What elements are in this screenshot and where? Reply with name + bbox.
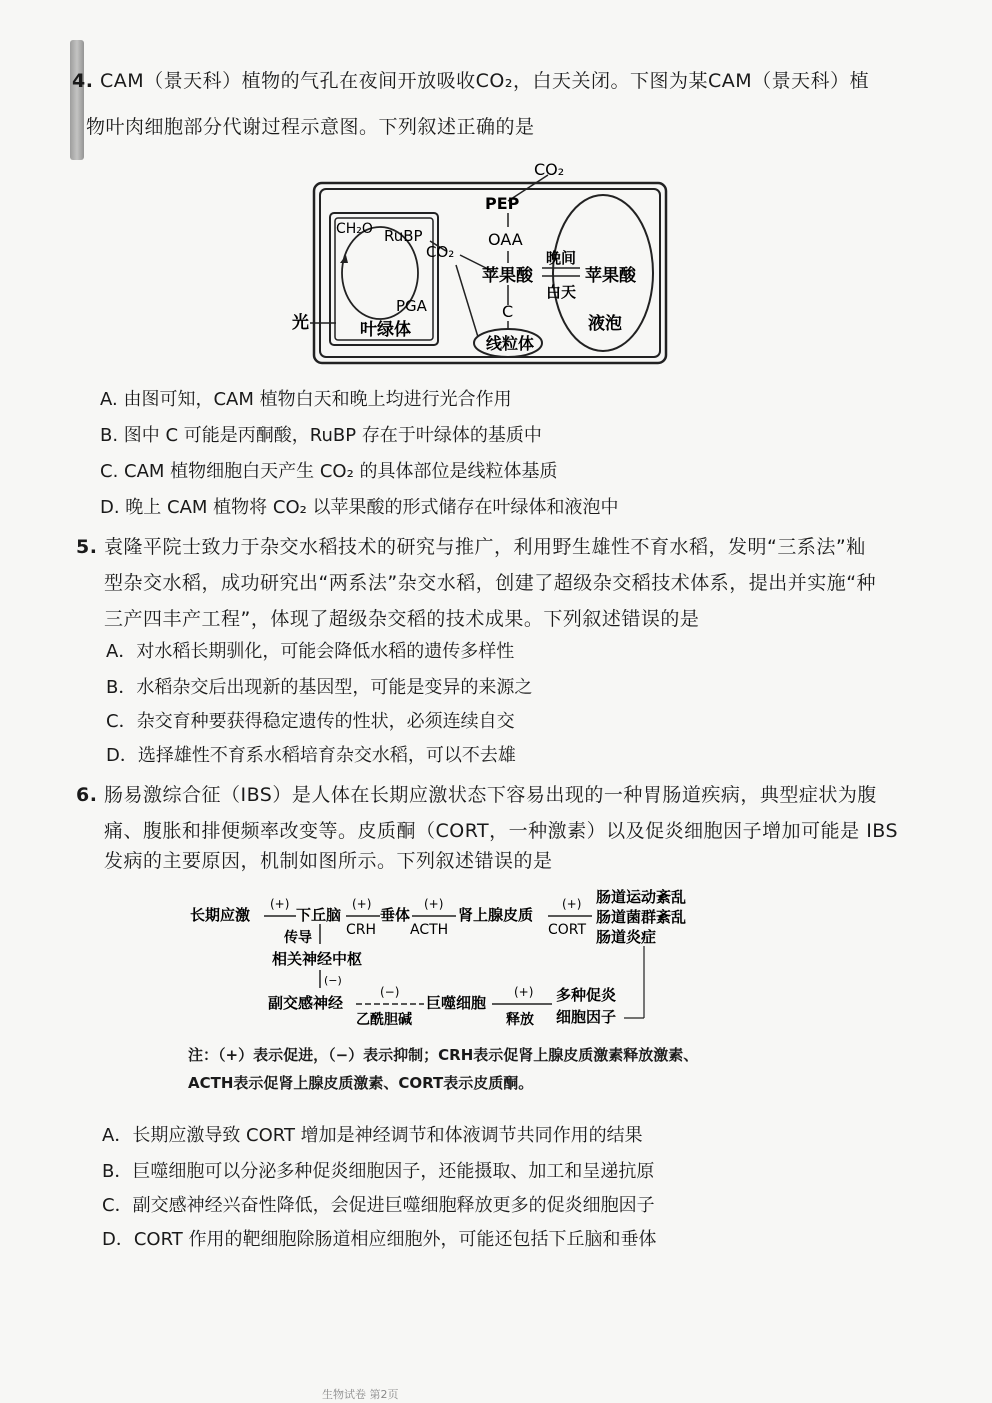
label-rubp: RuBP <box>384 227 423 245</box>
q4-option-c[interactable]: C. CAM 植物细胞白天产生 CO₂ 的具体部位是线粒体基质 <box>100 461 558 482</box>
sign-6: (−) <box>380 985 400 999</box>
q4-stem-text1: CAM（景天科）植物的气孔在夜间开放吸收CO₂，白天关闭。下图为某CAM（景天科）植 <box>100 70 870 92</box>
label-malate-left: 苹果酸 <box>482 266 533 286</box>
effect-motility: 肠道运动紊乱 <box>596 888 687 906</box>
label-oaa: OAA <box>488 230 523 249</box>
label-light: 光 <box>292 313 309 333</box>
q6-note-line2: ACTH表示促肾上腺皮质激素、CORT表示皮质酮。 <box>188 1074 534 1092</box>
label-mitochondrion: 线粒体 <box>486 334 535 353</box>
label-cort: CORT <box>548 922 587 938</box>
node-cytokines-1: 多种促炎 <box>556 986 617 1004</box>
label-c: C <box>502 302 514 321</box>
node-pituitary: 垂体 <box>380 906 411 924</box>
q4-stem-line2: 物叶肉细胞部分代谢过程示意图。下列叙述正确的是 <box>86 116 535 138</box>
cam-diagram <box>280 155 680 375</box>
label-day: 白天 <box>546 283 577 301</box>
q5-option-d[interactable]: D．选择雄性不育系水稻培育杂交水稻，可以不去雄 <box>106 745 516 766</box>
page-footer: 生物试卷 第2页 <box>322 1388 399 1401</box>
label-ach: 乙酰胆碱 <box>356 1012 412 1028</box>
label-chloroplast: 叶绿体 <box>360 320 411 340</box>
node-adrenal: 肾上腺皮质 <box>458 906 534 924</box>
node-parasym: 副交感神经 <box>268 994 344 1012</box>
sign-7: (+) <box>514 985 534 999</box>
binding-mark <box>70 40 84 160</box>
q5-stem-line3: 三产四丰产工程”，体现了超级杂交稻的技术成果。下列叙述错误的是 <box>104 608 700 630</box>
q6-stem-line1 <box>76 780 877 810</box>
q4-option-b[interactable]: B. 图中 C 可能是丙酮酸，RuBP 存在于叶绿体的基质中 <box>100 425 542 446</box>
label-pep: PEP <box>485 194 520 213</box>
label-ch2o: CH₂O <box>336 221 373 237</box>
q5-stem-line1 <box>76 532 866 562</box>
node-hypothalamus: 下丘脑 <box>296 906 342 924</box>
node-center: 相关神经中枢 <box>272 950 363 968</box>
label-pga: PGA <box>396 297 427 315</box>
sign-3: (+) <box>424 897 444 911</box>
sign-2: (+) <box>352 897 372 911</box>
q6-note-line1: 注：（+）表示促进，（−）表示抑制；CRH表示促肾上腺皮质激素释放激素、 <box>188 1046 699 1064</box>
label-transmit: 传导 <box>284 930 312 946</box>
label-vacuole: 液泡 <box>588 314 622 334</box>
label-release: 释放 <box>506 1012 534 1028</box>
sign-5: (−) <box>324 974 342 987</box>
q6-option-a[interactable]: A．长期应激导致 CORT 增加是神经调节和体液调节共同作用的结果 <box>102 1125 643 1146</box>
q6-number: 6. <box>76 784 98 806</box>
q5-option-c[interactable]: C．杂交育种要获得稳定遗传的性状，必须连续自交 <box>106 711 515 732</box>
q6-stem-line2: 痛、腹胀和排便频率改变等。皮质酮（CORT，一种激素）以及促炎细胞因子增加可能是 IBS <box>104 820 899 842</box>
label-malate-right: 苹果酸 <box>585 266 636 286</box>
q5-stem-line2: 型杂交水稻，成功研究出“两系法”杂交水稻，创建了超级杂交稻技术体系，提出并实施“种 <box>104 572 877 594</box>
node-macrophage: 巨噬细胞 <box>426 994 487 1012</box>
q6-option-c[interactable]: C．副交感神经兴奋性降低，会促进巨噬细胞释放更多的促炎细胞因子 <box>102 1195 655 1216</box>
effect-flora: 肠道菌群紊乱 <box>596 908 687 926</box>
q5-number: 5. <box>76 536 98 558</box>
sign-4: (+) <box>562 897 582 911</box>
node-cytokines-2: 细胞因子 <box>556 1008 617 1026</box>
q6-option-d[interactable]: D．CORT 作用的靶细胞除肠道相应细胞外，可能还包括下丘脑和垂体 <box>102 1229 657 1250</box>
q5-option-b[interactable]: B．水稻杂交后出现新的基因型，可能是变异的来源之 <box>106 677 533 698</box>
q5-option-a[interactable]: A．对水稻长期驯化，可能会降低水稻的遗传多样性 <box>106 641 515 662</box>
q4-option-a[interactable]: A. 由图可知，CAM 植物白天和晚上均进行光合作用 <box>100 389 512 410</box>
label-night: 晚间 <box>546 249 577 267</box>
effect-inflammation: 肠道炎症 <box>596 928 657 946</box>
node-stress: 长期应激 <box>190 906 251 924</box>
q4-option-d[interactable]: D. 晚上 CAM 植物将 CO₂ 以苹果酸的形式储存在叶绿体和液泡中 <box>100 497 619 518</box>
label-acth: ACTH <box>410 922 449 938</box>
label-crh: CRH <box>346 922 377 938</box>
q6-stem-text1: 肠易激综合征（IBS）是人体在长期应激状态下容易出现的一种胃肠道疾病，典型症状为腹 <box>104 784 877 806</box>
q4-stem-line1 <box>72 66 869 96</box>
q6-stem-line3: 发病的主要原因，机制如图所示。下列叙述错误的是 <box>104 850 553 872</box>
ibs-mechanism-diagram <box>180 888 740 1038</box>
q5-stem-text1: 袁隆平院士致力于杂交水稻技术的研究与推广，利用野生雄性不育水稻，发明“三系法”籼 <box>104 536 866 558</box>
label-co2-top: CO₂ <box>534 160 565 179</box>
sign-1: (+) <box>270 897 290 911</box>
q4-number: 4. <box>72 70 94 92</box>
mito-co2-arrow <box>456 265 478 337</box>
label-co2-mid: CO₂ <box>426 243 455 261</box>
q6-option-b[interactable]: B．巨噬细胞可以分泌多种促炎细胞因子，还能摄取、加工和呈递抗原 <box>102 1161 655 1182</box>
